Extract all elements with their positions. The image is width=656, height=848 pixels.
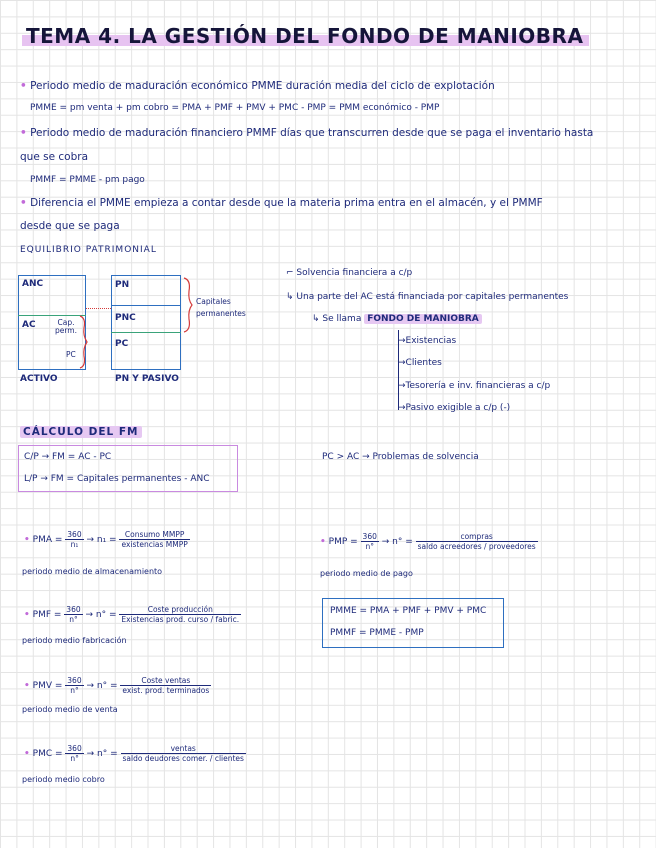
difference-note-text: Diferencia el PMME empieza a contar desde que la materia prima entra en el almacén, y el PMMF — [30, 197, 543, 209]
pmp-fden: saldo acreedores / proveedores — [417, 542, 536, 551]
tree-item-label: Clientes — [405, 358, 442, 368]
pmf-arrow: → n° = — [85, 610, 117, 620]
bullet-dot: • — [24, 749, 30, 759]
pma-fnum: Consumo MMPP — [119, 530, 189, 540]
pmp-num: 360 — [362, 532, 377, 541]
pmc-arrow: → n° = — [86, 749, 118, 759]
cap-perm-label: Cap. perm. — [54, 318, 78, 335]
pmc-fden: saldo deudores comer. / clientes — [122, 754, 244, 763]
page-title: TEMA 4. LA GESTIÓN DEL FONDO DE MANIOBRA — [22, 24, 589, 48]
pmf-fnum: Coste producción — [119, 605, 241, 615]
activo-brace — [78, 314, 90, 370]
pnc-label: PNC — [115, 313, 136, 323]
parte-text — [286, 292, 568, 302]
bullet-dot: • — [320, 537, 326, 547]
pc-label: PC — [115, 339, 129, 349]
activo-divider — [18, 315, 86, 316]
pma-lhs: PMA = — [32, 535, 63, 545]
pmmf-definition-text: Periodo medio de maduración financiero PMMF días que transcurren desde que se paga el inventario hasta — [30, 127, 594, 139]
fondo-maniobra-highlight: FONDO DE MANIOBRA — [364, 314, 482, 324]
solvencia-label: Solvencia financiera a c/p — [296, 268, 413, 278]
pmv-caption: periodo medio de venta — [22, 705, 118, 714]
pmf-num: 360 — [66, 605, 81, 614]
parte-label: Una parte del AC está financiada por capitales permanentes — [296, 292, 569, 302]
activo-label: ACTIVO — [20, 374, 58, 384]
pmme-definition — [20, 80, 495, 92]
solvency-problem: PC > AC → Problemas de solvencia — [322, 452, 479, 462]
pmv-fden: exist. prod. terminados — [122, 686, 210, 695]
pma-den: n₁ — [70, 540, 79, 549]
pmc-caption: periodo medio cobro — [22, 775, 105, 784]
pmv-arrow: → n° = — [86, 681, 118, 691]
pmf-formula — [24, 605, 241, 624]
pmc-lhs: PMC = — [32, 749, 63, 759]
pmf-den: n° — [69, 615, 78, 624]
anc-label: ANC — [22, 279, 44, 289]
pmf-lhs: PMF = — [32, 610, 62, 620]
pmp-formula — [320, 532, 538, 551]
pmv-lhs: PMV = — [32, 681, 63, 691]
pasivo-divider-2 — [111, 332, 181, 333]
pmv-fnum: Coste ventas — [120, 676, 211, 686]
pma-formula — [24, 530, 190, 549]
bullet-dot: • — [20, 80, 27, 92]
pmme-definition-text: Periodo medio de maduración económico PMME duración media del ciclo de explotación — [30, 80, 495, 92]
tree-item-tesoreria — [398, 381, 550, 391]
fm-cp-formula: C/P → FM = AC - PC — [24, 452, 112, 462]
pmp-den: n° — [365, 542, 374, 551]
pmc-den: n° — [70, 754, 79, 763]
pmme-summary: PMME = PMA + PMF + PMV + PMC — [330, 606, 487, 616]
calculo-heading — [20, 426, 142, 438]
fm-lp-formula: L/P → FM = Capitales permanentes - ANC — [24, 474, 210, 484]
arrow-right-icon: → — [398, 358, 406, 368]
se-llama-label: Se llama — [322, 314, 362, 324]
bracket-icon: ⌐ — [286, 268, 294, 278]
pmp-lhs: PMP = — [328, 537, 358, 547]
pasivo-label: PN Y PASIVO — [115, 374, 179, 384]
equilibrio-heading: EQUILIBRIO PATRIMONIAL — [20, 245, 157, 255]
pmv-den: n° — [70, 686, 79, 695]
pmc-num: 360 — [67, 744, 82, 753]
pmp-caption: periodo medio de pago — [320, 569, 413, 578]
arrow-right-icon: → — [398, 336, 406, 346]
curved-arrow-icon: ↳ — [286, 292, 294, 302]
pmc-fnum: ventas — [121, 744, 246, 754]
pmc-formula — [24, 744, 246, 763]
bullet-dot: • — [20, 127, 27, 139]
calculo-heading-text: CÁLCULO DEL FM — [20, 426, 142, 438]
pmmf-definition — [20, 127, 593, 139]
tree-item-label: Tesorería e inv. financieras a c/p — [405, 381, 551, 391]
pmmf-definition-cont: que se cobra — [20, 151, 88, 163]
capitales-label: Capitales permanentes — [196, 297, 246, 318]
tree-item-pasivo — [398, 403, 510, 413]
pmmf-formula: PMMF = PMME - pm pago — [30, 175, 145, 185]
arrow-right-icon: → — [398, 381, 406, 391]
pasivo-divider-1 — [111, 305, 181, 306]
pma-num: 360 — [67, 530, 82, 539]
pmv-formula — [24, 676, 211, 695]
pmv-num: 360 — [67, 676, 82, 685]
capitales-brace — [182, 276, 194, 334]
connector-line — [86, 308, 111, 309]
tree-item-label: Pasivo exigible a c/p (-) — [405, 403, 511, 413]
pmmf-summary: PMMF = PMME - PMP — [330, 628, 424, 638]
ac-label: AC — [22, 320, 36, 330]
pma-fden: existencias MMPP — [121, 540, 188, 549]
tree-item-existencias — [398, 336, 456, 346]
difference-note — [20, 197, 543, 209]
pc-side-label: PC — [66, 350, 76, 359]
tree-item-clientes — [398, 358, 442, 368]
pmf-caption: periodo medio fabricación — [22, 636, 127, 645]
bullet-dot: • — [20, 197, 27, 209]
solvencia-text — [286, 268, 412, 278]
pmp-arrow: → n° = — [381, 537, 413, 547]
difference-note-cont: desde que se paga — [20, 220, 120, 232]
pmf-fden: Existencias prod. curso / fabric. — [121, 615, 240, 624]
pma-arrow: → n₁ = — [86, 535, 117, 545]
bullet-dot: • — [24, 610, 30, 620]
arrow-right-icon: → — [398, 403, 406, 413]
pma-caption: periodo medio de almacenamiento — [22, 567, 163, 576]
pn-label: PN — [115, 280, 130, 290]
pmme-formula: PMME = pm venta + pm cobro = PMA + PMF + PMV + PMC - PMP = PMM económico - PMP — [30, 103, 440, 113]
se-llama-line — [312, 314, 482, 324]
tree-item-label: Existencias — [405, 336, 457, 346]
bullet-dot: • — [24, 535, 30, 545]
pmp-fnum: compras — [416, 532, 538, 542]
curved-arrow-icon: ↳ — [312, 314, 320, 324]
bullet-dot: • — [24, 681, 30, 691]
